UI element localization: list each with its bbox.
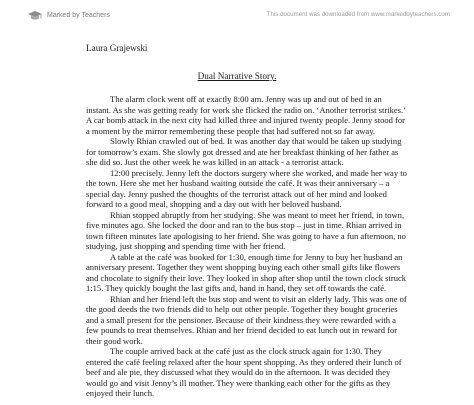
paragraph-5: A table at the café was booked for 1:30, enough time for Jenny to buy her husband an anniversary present. Together they went shopping buying each other small gifts like flowers and chocolate to signify their love. They looked in shop after shop until the town clock struck 1:15. They quickly bought the last gifts and, hand in hand, they set off towards the café. bbox=[86, 251, 407, 293]
marked-by-teachers-logo[interactable] bbox=[27, 9, 110, 21]
download-source-note: This document was downloaded from www.markedbyteachers.com bbox=[266, 11, 450, 18]
page-header bbox=[0, 0, 474, 30]
paragraph-3: 12:00 precisely. Jenny left the doctors surgery where she worked, and made her way to the town. Here she met her husband waiting outside the café. It was their anniversary – a special day. Jenny pushed the thoughts of the terrorist attack out of her mind and looked forward to a good meal, shopping and a day out with her beloved husband. bbox=[86, 167, 407, 209]
document-title: Dual Narrative Story. bbox=[197, 71, 277, 81]
paragraph-2: Slowly Rhian crawled out of bed. It was another day that would be taken up studying for tomorrow’s exam. She slowly got dressed and ate her breakfast thinking of her father as she did so. Just the other week he was killed in an attack - a terrorist attack. bbox=[86, 136, 402, 167]
paragraph-7: The couple arrived back at the café just as the clock struck again for 1:30. They entered the café feeling relaxed after the hour spent shopping. As they ordered their lunch of beef and ale pie, they discussed what they would do in the afternoon. It was decided they would go and visit Jenny’s ill mother. They were thanking each other for the gifts as they enjoyed their lunch. bbox=[86, 346, 402, 398]
logo-text: Marked by Teachers bbox=[47, 11, 110, 19]
paragraph-1: The alarm clock went off at exactly 8:00 am. Jenny was up and out of bed in an instant. As she was getting ready for work she flicked the radio on. ‘Another terrorist strikes.’ A car bomb attack in the next city had killed three and injured twenty people. Jenny stood for a moment by the mirror remembering these people that had suffered not so far away. bbox=[86, 94, 406, 136]
paragraph-6: Rhian and her friend left the bus stop and went to visit an elderly lady. This was one of the good deeds the two friends did to help out other people. Together they bought groceries and a small present for the pensioner. Because of their kindness they were rewarded with a few pounds to treat themselves. Rhian and her friend decided to eat lunch out in reward for their good work. bbox=[86, 293, 407, 346]
author-name: Laura Grajewski bbox=[86, 43, 148, 53]
paragraph-4: Rhian stopped abruptly from her studying. She was meant to meet her friend, in town, five minutes ago. She locked the door and ran to the bus stop – just in time. Rhian arrived in town fifteen minutes late apologising to her friend. She was going to have a fun afternoon, no studying, just shopping and spending time with her friend. bbox=[86, 209, 406, 251]
graduation-cap-icon bbox=[27, 9, 43, 21]
story-body bbox=[86, 94, 408, 399]
